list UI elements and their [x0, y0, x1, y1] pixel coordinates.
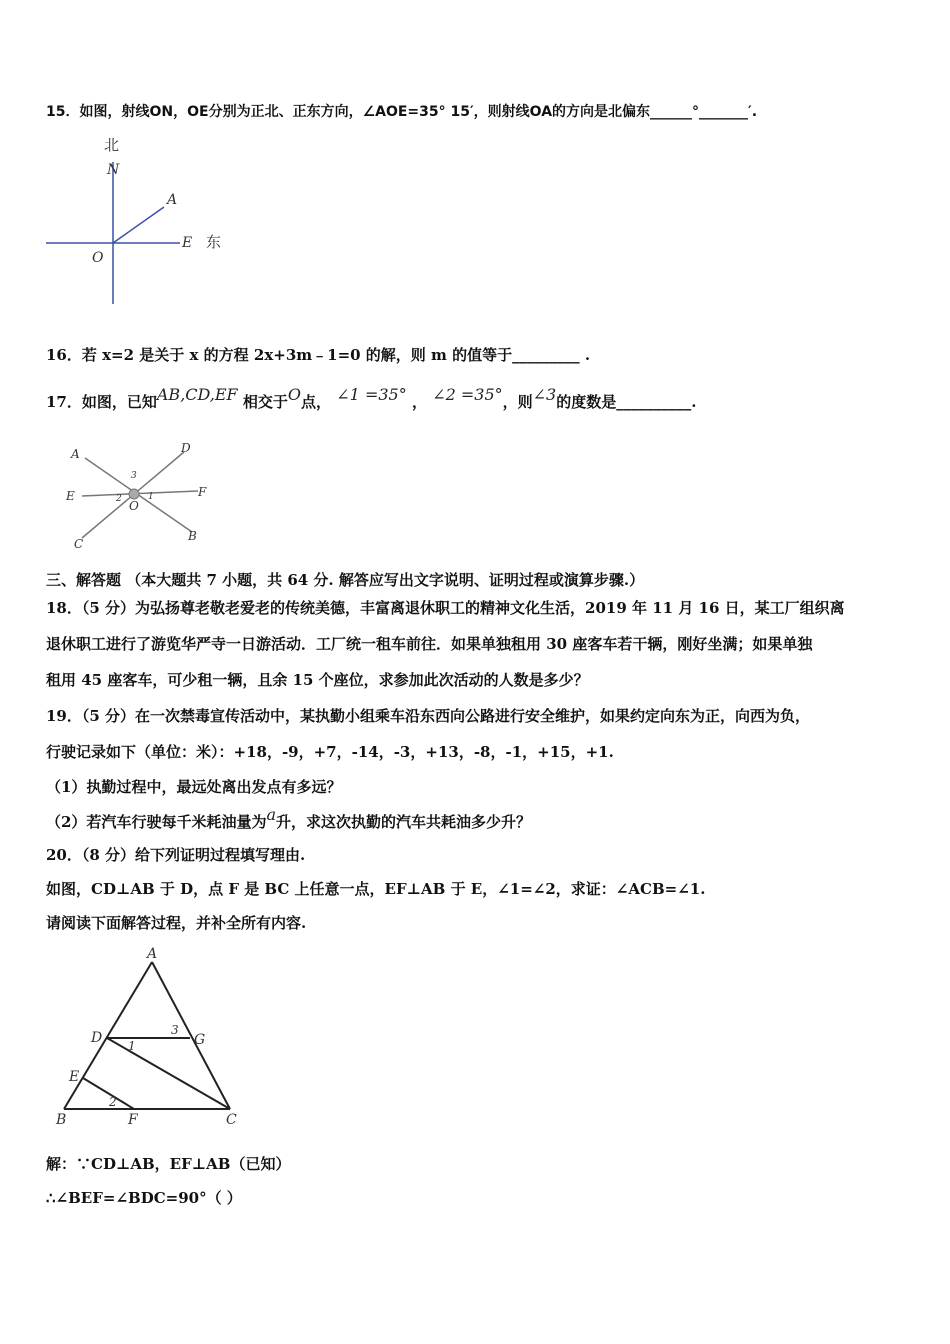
section3-title: 三、解答题 （本大题共 7 小题，共 64 分. 解答应写出文字说明、证明过程或演算步骤.）: [46, 571, 645, 589]
side-ab: [64, 962, 152, 1109]
q18-line3: 租用 45 座客车，可少租一辆，且余 15 个座位，求参加此次活动的人数是多少？: [46, 671, 589, 689]
label-o: O: [129, 499, 139, 513]
q20-solution-line2: ∴∠BEF=∠BDC=90°（ ）: [46, 1189, 242, 1207]
q18-line1: 18．（5 分）为弘扬尊老敬老爱老的传统美德，丰富离退休职工的精神文化生活，2019 年 11 月 16 日，某工厂组织离: [46, 599, 845, 617]
label-f: F: [198, 485, 207, 499]
q19-sub2: [46, 805, 532, 832]
q17-mid1: 相交于: [242, 393, 288, 411]
label-a: A: [167, 192, 178, 208]
q20-figure: [50, 944, 250, 1134]
q20-solution-line1: 解：∵CD⊥AB，EF⊥AB（已知）: [46, 1155, 291, 1173]
label-b: B: [56, 1112, 67, 1128]
label-a: A: [71, 447, 80, 461]
q19-line1: 19．（5 分）在一次禁毒宣传活动中，某执勤小组乘车沿东西向公路进行安全维护，如果约定向东为正，向西为负，: [46, 707, 811, 725]
q20-line2: 如图，CD⊥AB 于 D，点 F 是 BC 上任意一点，EF⊥AB 于 E，∠1=∠2，求证：∠ACB=∠1.: [46, 880, 706, 898]
q17-sep: ，: [411, 393, 427, 411]
point-o: [129, 489, 139, 499]
label-g: G: [194, 1032, 206, 1048]
ray-oa: [113, 207, 164, 243]
label-a: A: [147, 946, 158, 962]
label-e: E: [69, 1069, 80, 1085]
q20-line3: 请阅读下面解答过程，并补全所有内容.: [46, 914, 307, 932]
q19-sub2-prefix: （2）若汽车行驶每千米耗油量为: [46, 813, 267, 831]
label-3: 3: [131, 471, 137, 481]
label-b: B: [188, 529, 197, 543]
label-1: 1: [128, 1039, 136, 1053]
q17-angle3: ∠3: [532, 385, 557, 404]
label-3: 3: [171, 1023, 179, 1037]
q17-suffix: 的度数是__________.: [556, 393, 697, 411]
label-d: D: [91, 1030, 103, 1046]
q15-text: 15．如图，射线ON，OE分别为正北、正东方向，∠AOE=35° 15′，则射线OA的方向是北偏东______°_______′.: [46, 104, 758, 120]
q17-angle1: ∠1 =35°: [336, 385, 407, 404]
label-east: 东: [206, 233, 222, 251]
label-c: C: [74, 537, 84, 551]
q19-sub2-var: a: [266, 805, 276, 824]
q17-mid3: ，则: [502, 393, 533, 411]
q16-text: 16．若 x=2 是关于 x 的方程 2x+3m﹣1=0 的解，则 m 的值等于_________ .: [46, 346, 591, 364]
q17-prefix: 17．如图，已知: [46, 393, 157, 411]
q18-line2: 退休职工进行了游览华严寺一日游活动．工厂统一租车前往．如果单独租用 30 座客车若干辆，刚好坐满；如果单独: [46, 635, 813, 653]
q20-line1: 20．（8 分）给下列证明过程填写理由.: [46, 846, 306, 864]
q17-figure: [60, 436, 220, 551]
label-e: E: [66, 489, 75, 503]
q19-sub1: （1）执勤过程中，最远处离出发点有多远？: [46, 778, 342, 796]
label-d: D: [181, 441, 191, 455]
q17-lines: AB,CD,EF: [156, 385, 238, 404]
label-c: C: [226, 1112, 237, 1128]
q17-mid2: 点，: [301, 393, 332, 411]
label-1: 1: [148, 492, 154, 502]
label-2: 2: [109, 1095, 117, 1109]
q17-angle2: ∠2 =35°: [432, 385, 503, 404]
q19-line2: 行驶记录如下（单位：米）：+18，-9，+7，-14，-3，+13，-8，-1，+15，+1.: [46, 743, 614, 761]
label-north: 北: [104, 136, 120, 154]
label-e: E: [182, 235, 193, 251]
label-2: 2: [116, 494, 122, 504]
q17-point: O: [287, 385, 302, 404]
label-f: F: [128, 1112, 138, 1128]
q15-figure: [40, 132, 240, 307]
label-o: O: [92, 250, 104, 266]
q19-sub2-suffix: 升，求这次执勤的汽车共耗油多少升？: [276, 813, 532, 831]
label-n: N: [107, 162, 120, 178]
q17-text: [46, 385, 697, 412]
